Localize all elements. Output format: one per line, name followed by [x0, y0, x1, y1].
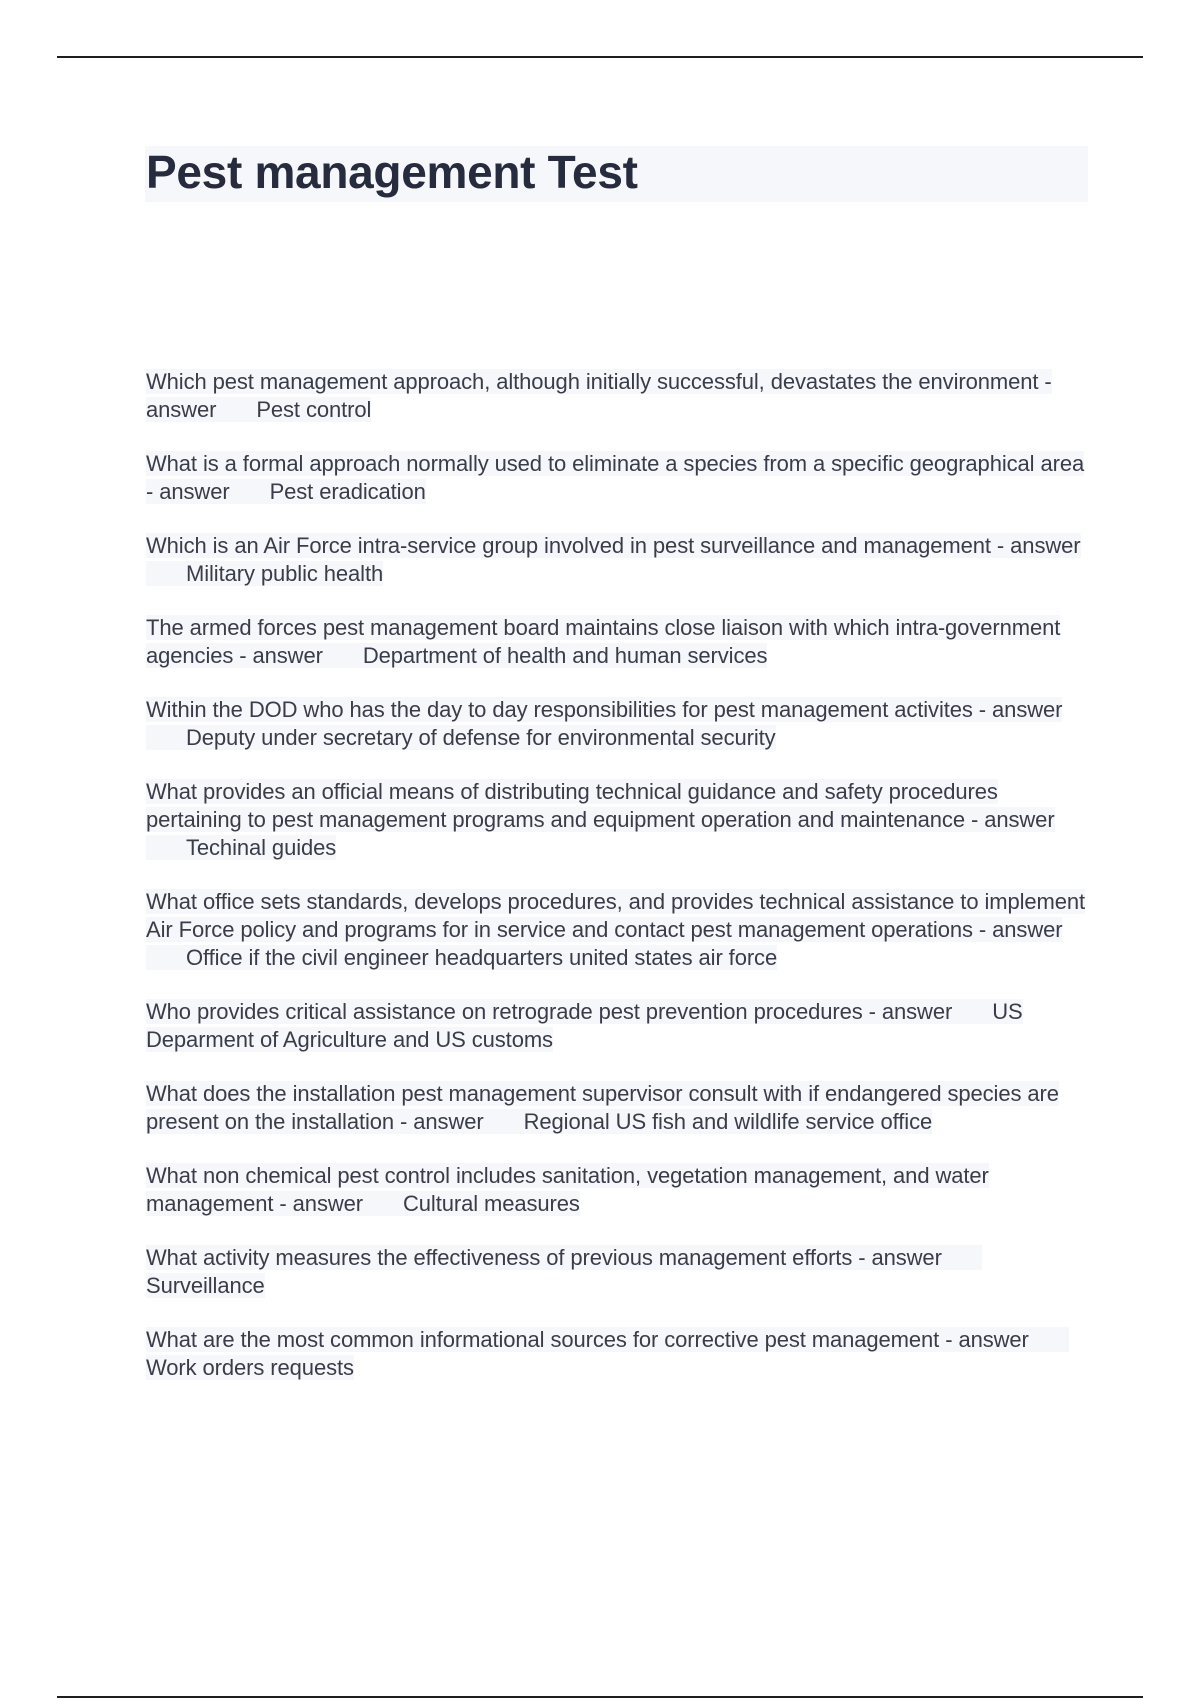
question-text: What activity measures the effectiveness of previous management efforts [146, 1245, 853, 1270]
qa-item [146, 1080, 1091, 1136]
question-text: Which is an Air Force intra-service group involved in pest surveillance and management [146, 533, 991, 558]
answer-text: Techinal guides [186, 835, 337, 860]
qa-item [146, 368, 1091, 424]
qa-item [146, 450, 1091, 506]
answer-separator: - answer [972, 917, 1063, 942]
answer-separator: - answer [990, 533, 1081, 558]
answer-separator: - answer [939, 1327, 1029, 1352]
question-text: What provides an official means of distributing technical guidance and safety procedures pertaining to pest management programs and equipment operation and maintenance [146, 779, 998, 832]
page-title: Pest management Test [146, 146, 638, 198]
question-text: What does the installation pest management supervisor consult with if endangered species are present on the installation [146, 1081, 1059, 1134]
answer-separator: - answer [273, 1191, 363, 1216]
question-text: Who provides critical assistance on retrograde pest prevention procedures [146, 999, 863, 1024]
answer-text: Regional US fish and wildlife service office [523, 1109, 933, 1134]
answer-separator: - answer [964, 807, 1055, 832]
answer-text: Deputy under secretary of defense for environmental security [186, 725, 776, 750]
qa-item [146, 998, 1091, 1054]
answer-text: US Deparment of Agriculture and US customs [146, 999, 1023, 1052]
answer-text: Office if the civil engineer headquarters united states air force [186, 945, 778, 970]
answer-text: Pest eradication [269, 479, 426, 504]
answer-separator: - answer [146, 479, 230, 504]
answer-text: Surveillance [146, 1273, 265, 1298]
answer-text: Cultural measures [403, 1191, 580, 1216]
qa-item [146, 1326, 1091, 1382]
question-text: What are the most common informational sources for corrective pest management [146, 1327, 940, 1352]
answer-separator: - answer [233, 643, 323, 668]
qa-item [146, 532, 1091, 588]
answer-separator: - answer [862, 999, 953, 1024]
top-rule [57, 56, 1143, 58]
answer-separator: - answer [394, 1109, 484, 1134]
qa-item [146, 696, 1091, 752]
question-text: What non chemical pest control includes sanitation, vegetation management, and water management [146, 1163, 989, 1216]
answer-separator: - answer [972, 697, 1063, 722]
question-text: Which pest management approach, although initially successful, devastates the environment [146, 369, 1039, 394]
question-text: Within the DOD who has the day to day responsibilities for pest management activites [146, 697, 973, 722]
answer-separator: - answer [852, 1245, 942, 1270]
answer-text: Military public health [186, 561, 384, 586]
question-text: What office sets standards, develops procedures, and provides technical assistance to implement Air Force policy and programs for in service and contact pest management operations [146, 889, 1086, 942]
question-text: The armed forces pest management board maintains close liaison with which intra-government agencies [146, 615, 1061, 668]
qa-item [146, 1244, 1091, 1300]
bottom-rule [57, 1696, 1143, 1698]
answer-separator: - answer [146, 369, 1052, 422]
answer-text: Work orders requests [146, 1355, 354, 1380]
qa-list [146, 368, 1091, 1408]
question-text: What is a formal approach normally used to eliminate a species from a specific geographical area [146, 451, 1085, 476]
qa-item [146, 1162, 1091, 1218]
answer-text: Department of health and human services [362, 643, 768, 668]
answer-text: Pest control [256, 397, 372, 422]
qa-item [146, 778, 1091, 862]
qa-item [146, 888, 1091, 972]
qa-item [146, 614, 1091, 670]
